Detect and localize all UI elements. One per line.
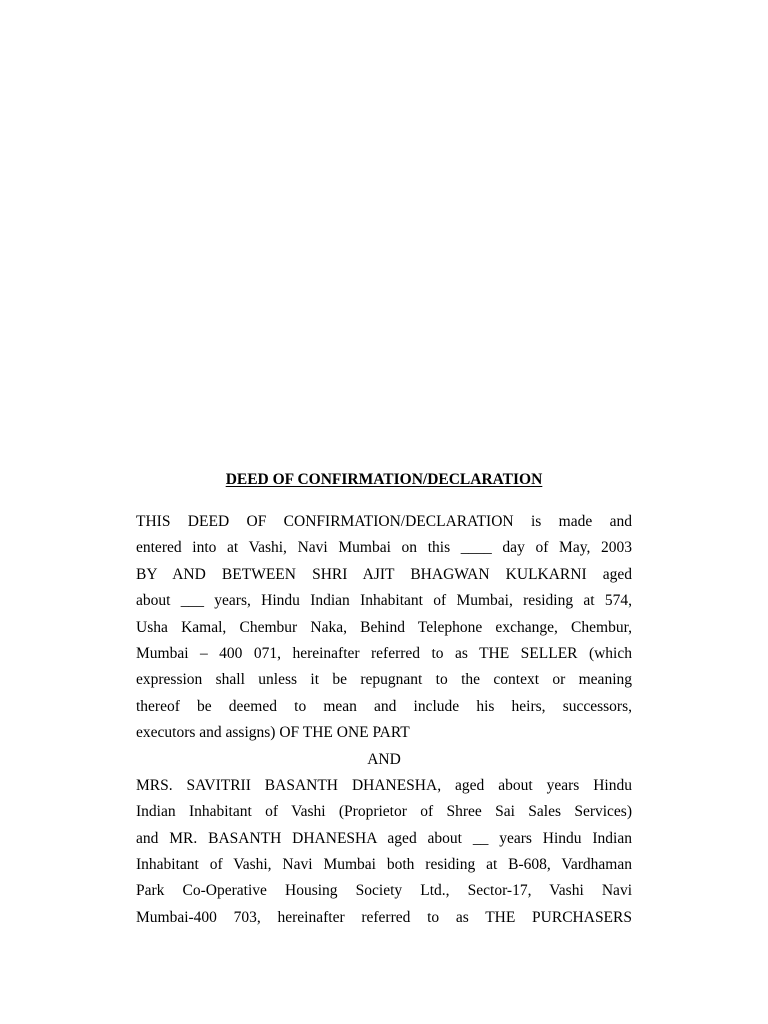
deed-line: Mumbai – 400 071, hereinafter referred to as THE SELLER (which [136,644,632,662]
deed-line: and MR. BASANTH DHANESHA aged about __ years Hindu Indian [136,829,632,847]
deed-body [136,509,632,931]
deed-line: executors and assigns) OF THE ONE PART [136,724,410,742]
deed-line: THIS DEED OF CONFIRMATION/DECLARATION is made and [136,513,632,530]
deed-line: expression shall unless it be repugnant to the context or meaning [136,671,632,689]
deed-line: about ___ years, Hindu Indian Inhabitant of Mumbai, residing at 574, [136,592,632,610]
deed-line: Inhabitant of Vashi, Navi Mumbai both residing at B-608, Vardhaman [136,856,632,874]
deed-line: MRS. SAVITRII BASANTH DHANESHA, aged about years Hindu [136,776,632,794]
deed-line: thereof be deemed to mean and include his heirs, successors, [136,697,632,715]
deed-line: BY AND BETWEEN SHRI AJIT BHAGWAN KULKARNI aged [136,565,632,583]
deed-line: Mumbai-400 703, hereinafter referred to as THE PURCHASERS [136,908,632,926]
deed-line: Usha Kamal, Chembur Naka, Behind Telephone exchange, Chembur, [136,618,632,636]
document-title: DEED OF CONFIRMATION/DECLARATION [225,471,543,488]
deed-line-and: AND [367,750,401,768]
deed-line: Indian Inhabitant of Vashi (Proprietor of Shree Sai Sales Services) [136,803,632,821]
deed-line: Park Co-Operative Housing Society Ltd., Sector-17, Vashi Navi [136,882,632,900]
deed-line: entered into at Vashi, Navi Mumbai on this ____ day of May, 2003 [136,539,632,557]
